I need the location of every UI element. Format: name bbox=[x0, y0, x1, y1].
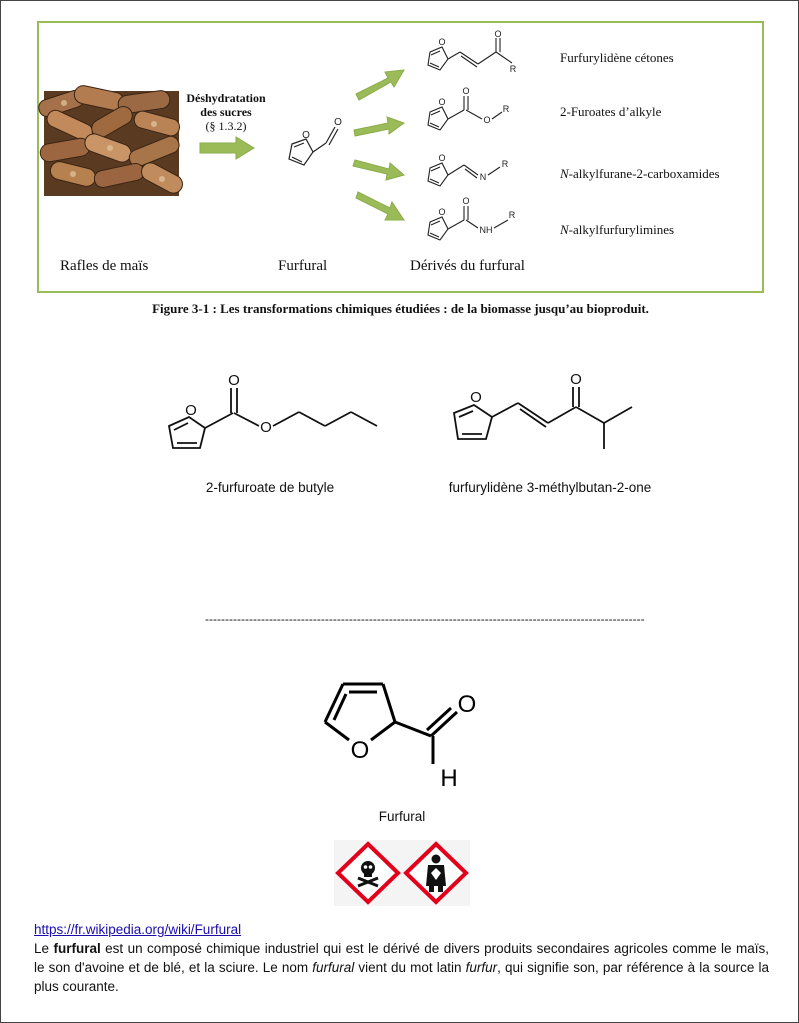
imine-n: N bbox=[479, 172, 487, 182]
butyl-furoate-structure bbox=[155, 368, 385, 468]
amide-r: R bbox=[508, 210, 516, 220]
derivative-structures bbox=[420, 30, 540, 250]
dehydration-line1: Déshydratation bbox=[186, 91, 266, 105]
derivative-name-carboxamides: N-alkylfurane-2-carboxamides bbox=[560, 166, 720, 181]
furoate-ring-o: O bbox=[438, 97, 446, 107]
furfural-italic: furfural bbox=[312, 960, 355, 975]
arrow-to-ketones bbox=[356, 70, 404, 100]
dehydration-label bbox=[181, 91, 271, 133]
derivative-name-imines: N-alkylfurfurylimines bbox=[560, 222, 675, 237]
furfural-bold: furfural bbox=[53, 941, 101, 956]
butyl-ring-o: O bbox=[185, 402, 197, 419]
hazard-pictograms bbox=[334, 840, 470, 906]
label-derivatives: Dérivés du furfural bbox=[410, 258, 525, 274]
furfural-name: Furfural bbox=[378, 809, 426, 824]
imine-r: R bbox=[501, 159, 509, 169]
dehydration-line2: des sucres bbox=[200, 105, 252, 119]
furfur-italic: furfur bbox=[465, 960, 498, 975]
furfural-small-structure bbox=[275, 108, 355, 178]
furfural-paragraph: Le furfural est un composé chimique industriel qui est le dérivé de divers produits secondaires agricoles comme le maïs, le son d'avoine et de blé, et la sciure. Le nom furfural vient du mot latin furfur, qui signifie son, par référence à la source la plus courante. bbox=[34, 941, 769, 994]
derivative-name-ketones: Furfurylidène cétones bbox=[560, 50, 674, 65]
figure-caption: Figure 3-1 : Les transformations chimiques étudiées : de la biomasse jusqu’au bioproduit. bbox=[152, 301, 649, 316]
arrow-to-carboxamides bbox=[353, 160, 404, 180]
furoate-ester-o: O bbox=[483, 115, 491, 125]
wikipedia-link[interactable]: https://fr.wikipedia.org/wiki/Furfural bbox=[34, 922, 242, 937]
separator-line: -------------------------------------------------------------------------------------------------------------- bbox=[205, 612, 645, 626]
arrow-to-furoates bbox=[354, 117, 404, 136]
ketone-r: R bbox=[509, 64, 517, 74]
furfural-large-h: H bbox=[440, 765, 458, 792]
imine-ring-o: O bbox=[438, 153, 446, 163]
amide-ring-o: O bbox=[438, 207, 446, 217]
furfural-large-structure bbox=[315, 672, 495, 794]
furoate-carbonyl-o: O bbox=[462, 86, 470, 96]
methylbutanone-structure bbox=[440, 365, 650, 465]
arrow-to-imines bbox=[356, 192, 404, 220]
ketone-ring-o: O bbox=[438, 37, 446, 47]
furoate-r: R bbox=[502, 104, 510, 114]
label-corn-cobs: Rafles de maïs bbox=[60, 258, 149, 274]
furfural-small-o-carbonyl: O bbox=[334, 117, 342, 128]
amide-carbonyl-o: O bbox=[462, 196, 470, 206]
furfural-large-ring-o: O bbox=[350, 737, 370, 764]
label-furfural: Furfural bbox=[278, 258, 328, 274]
methylbutanone-ring-o: O bbox=[470, 389, 482, 406]
derivative-arrows bbox=[350, 60, 410, 230]
butyl-carbonyl-o: O bbox=[228, 372, 240, 389]
methylbutanone-name: furfurylidène 3-méthylbutan-2-one bbox=[448, 480, 652, 495]
ketone-carbonyl-o: O bbox=[494, 29, 502, 39]
derivative-name-furoates: 2-Furoates d’alkyle bbox=[560, 104, 662, 119]
furfural-small-o-ring: O bbox=[302, 130, 310, 141]
corn-cobs-image bbox=[44, 91, 179, 196]
wikipedia-link-wrapper bbox=[34, 921, 241, 939]
furfural-large-carbonyl-o: O bbox=[457, 691, 477, 718]
butyl-furoate-name: 2-furfuroate de butyle bbox=[205, 480, 335, 495]
dehydration-section-ref: (§ 1.3.2) bbox=[205, 119, 247, 133]
dehydration-arrow bbox=[200, 136, 256, 160]
amide-nh: NH bbox=[479, 225, 493, 235]
methylbutanone-carbonyl-o: O bbox=[570, 371, 582, 388]
butyl-ester-o: O bbox=[260, 419, 272, 436]
